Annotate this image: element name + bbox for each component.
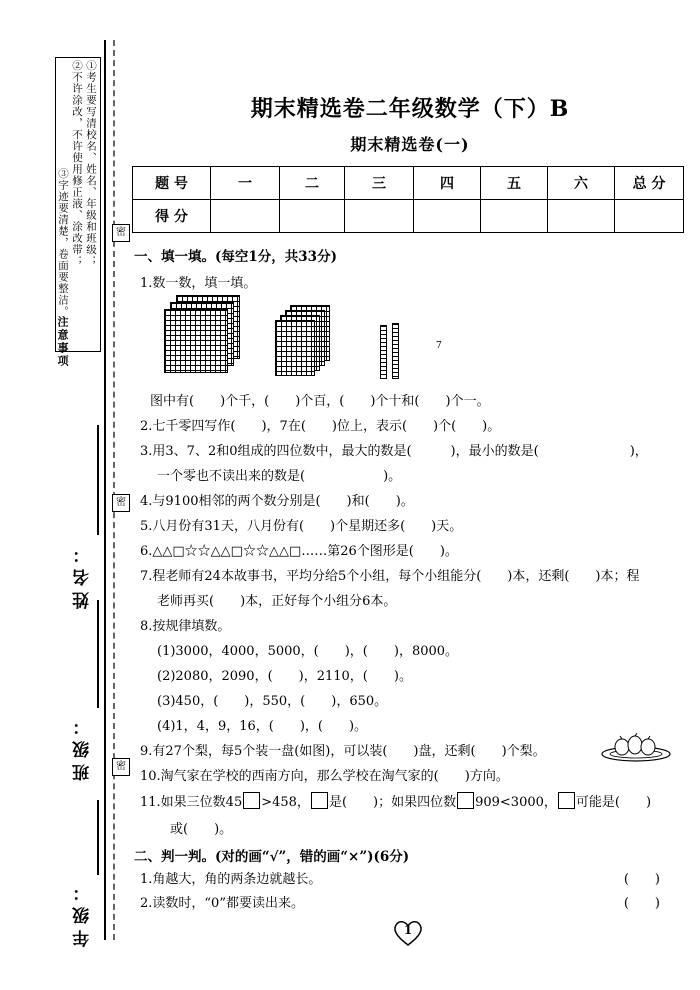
question-1-fill: 图中有( )个千，( )个百，( )个十和( )个一。 <box>150 394 490 409</box>
grade-field[interactable] <box>97 800 99 875</box>
score-table-header-row <box>133 167 684 200</box>
digit-box[interactable] <box>311 792 328 809</box>
question-11-text: 可能是( ) <box>575 795 652 810</box>
question-11-text: 909<3000， <box>475 795 557 810</box>
question-1: 1.数一数，填一填。 <box>140 276 257 291</box>
page-number: 1 <box>403 923 413 937</box>
notice-line-1: ①考生要写清校名、姓名、年级和班级； <box>85 60 97 267</box>
cut-line <box>113 40 115 940</box>
question-8-1: (1)3000，4000，5000，( )，( )，8000。 <box>157 644 459 659</box>
page-subtitle: 期末精选卷(一) <box>350 135 470 154</box>
score-cell[interactable] <box>345 200 414 233</box>
score-cell[interactable] <box>280 200 345 233</box>
question-4: 4.与9100相邻的两个数分别是( )和( )。 <box>140 494 414 509</box>
question-6: 6.△△□☆☆△△□☆☆△△□……第26个图形是( )。 <box>140 544 458 559</box>
section-1-title: 一、填一填。(每空1分，共33分) <box>134 249 337 265</box>
question-3: 3.用3、7、2和0组成的四位数中，最大的数是( )，最小的数是( )， <box>140 444 648 459</box>
score-table-score-row <box>133 200 684 233</box>
digit-box[interactable] <box>558 792 575 809</box>
question-11 <box>140 791 651 810</box>
notice-line-2: ②不许涂改，不许使用修正液、涂改带； <box>71 60 83 267</box>
pear-plate-icon <box>600 732 672 762</box>
question-11-cont: 或( )。 <box>170 822 233 837</box>
question-8-4: (4)1，4，9，16，( )，( )。 <box>157 719 368 734</box>
score-header-cell: 总 分 <box>615 167 684 200</box>
question-10: 10.淘气家在学校的西南方向，那么学校在淘气家的( )方向。 <box>140 769 509 784</box>
digit-box[interactable] <box>457 792 474 809</box>
question-3-cont: 一个零也不读出来的数是( )。 <box>157 469 402 484</box>
name-label: 姓名： <box>73 540 93 609</box>
judge-question-2: 2.读数时，“0”都要读出来。 <box>140 896 304 911</box>
class-field[interactable] <box>97 600 99 708</box>
score-header-cell: 二 <box>280 167 345 200</box>
seal-mark: 密 <box>112 224 130 242</box>
question-11-text: 是( )；如果四位数 <box>328 795 457 810</box>
binding-line <box>104 40 106 940</box>
score-header-cell: 一 <box>211 167 280 200</box>
question-8: 8.按规律填数。 <box>140 619 231 634</box>
page-title: 期末精选卷二年级数学（下）B <box>250 96 570 122</box>
score-cell[interactable] <box>548 200 615 233</box>
score-cell[interactable] <box>481 200 548 233</box>
score-header-cell: 六 <box>548 167 615 200</box>
section-2-title: 二、判一判。(对的画“√”，错的画“×”)(6分) <box>134 849 410 865</box>
score-cell[interactable] <box>414 200 481 233</box>
thousand-cube <box>164 309 228 373</box>
score-header-cell: 五 <box>481 167 548 200</box>
judge-question-1: 1.角越大，角的两条边就越长。 <box>140 872 322 887</box>
digit-box[interactable] <box>243 792 260 809</box>
score-table <box>132 166 684 233</box>
seal-mark: 密 <box>112 758 130 776</box>
notice-line-3: ③字迹要清楚，卷面要整洁。 <box>57 168 69 318</box>
score-cell[interactable] <box>211 200 280 233</box>
answer-bracket[interactable]: ( ) <box>623 872 660 887</box>
question-9: 9.有27个梨，每5个装一盘(如图)，可以装( )盘，还剩( )个梨。 <box>140 744 546 759</box>
notice-title: 注意事项 <box>56 316 69 368</box>
question-7-cont: 老师再买( )本，正好每个小组分6本。 <box>157 594 397 609</box>
score-row-label: 得 分 <box>133 200 211 233</box>
question-11-text: 11.如果三位数45 <box>140 795 243 810</box>
class-label: 班级： <box>73 712 93 781</box>
score-header-cell: 题 号 <box>133 167 211 200</box>
question-8-2: (2)2080，2090，( )，2110，( )。 <box>157 669 412 684</box>
ten-rod <box>392 323 399 379</box>
name-field[interactable] <box>97 425 99 535</box>
score-cell[interactable] <box>615 200 684 233</box>
question-2: 2.七千零四写作( )，7在( )位上，表示( )个( )。 <box>140 419 501 434</box>
ten-rod <box>380 325 387 379</box>
grade-label: 年级： <box>73 878 93 947</box>
question-7: 7.程老师有24本故事书，平均分给5个小组，每个小组能分( )本，还剩( )本；程 <box>140 569 640 584</box>
question-8-3: (3)450，( )，550，( )，650。 <box>157 694 388 709</box>
answer-bracket[interactable]: ( ) <box>623 896 660 911</box>
seal-mark: 密 <box>112 494 130 512</box>
question-5: 5.八月份有31天，八月份有( )个星期还多( )天。 <box>140 519 463 534</box>
figure-note: 7 <box>436 341 442 351</box>
question-11-text: >458， <box>261 795 310 810</box>
place-value-blocks-figure <box>160 295 460 380</box>
score-header-cell: 四 <box>414 167 481 200</box>
hundred-flat <box>275 320 315 376</box>
score-header-cell: 三 <box>345 167 414 200</box>
